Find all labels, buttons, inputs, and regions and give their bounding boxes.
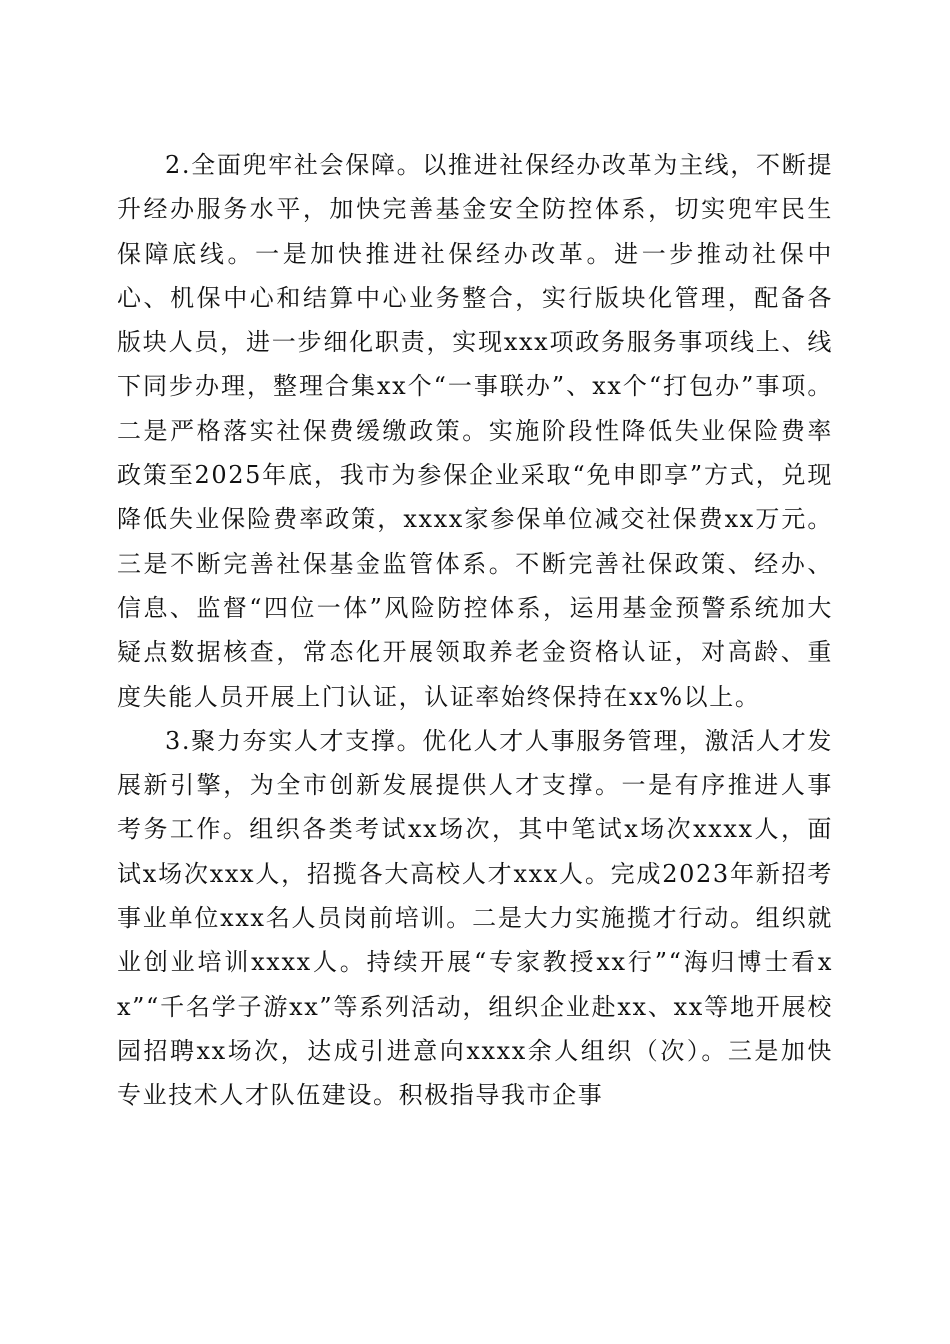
- paragraph-talent-support: 3.聚力夯实人才支撑。优化人才人事服务管理，激活人才发展新引擎，为全市创新发展提供人才支撑。一是有序推进人事考务工作。组织各类考试xx场次，其中笔试x场次xxxx人，面试x场次xxx人，招揽各大高校人才xxx人。完成2023年新招考事业单位xxx名人员岗前培训。二是大力实施揽才行动。组织就业创业培训xxxx人。持续开展“专家教授xx行”“海归博士看xx”“千名学子游xx”等系列活动，组织企业赴xx、xx等地开展校园招聘xx场次，达成引进意向xxxx余人组织（次）。三是加快专业技术人才队伍建设。积极指导我市企事: [117, 726, 833, 1110]
- paragraph-social-security: 2.全面兜牢社会保障。以推进社保经办改革为主线，不断提升经办服务水平，加快完善基金安全防控体系，切实兜牢民生保障底线。一是加快推进社保经办改革。进一步推动社保中心、机保中心和结算中心业务整合，实行版块化管理，配备各版块人员，进一步细化职责，实现xxx项政务服务事项线上、线下同步办理，整理合集xx个“一事联办”、xx个“打包办”事项。二是严格落实社保费缓缴政策。实施阶段性降低失业保险费率政策至2025年底，我市为参保企业采取“免申即享”方式，兑现降低失业保险费率政策，xxxx家参保单位减交社保费xx万元。三是不断完善社保基金监管体系。不断完善社保政策、经办、信息、监督“四位一体”风险防控体系，运用基金预警系统加大疑点数据核查，常态化开展领取养老金资格认证，对高龄、重度失能人员开展上门认证，认证率始终保持在xx%以上。: [117, 151, 833, 711]
- document-body: [117, 143, 833, 1118]
